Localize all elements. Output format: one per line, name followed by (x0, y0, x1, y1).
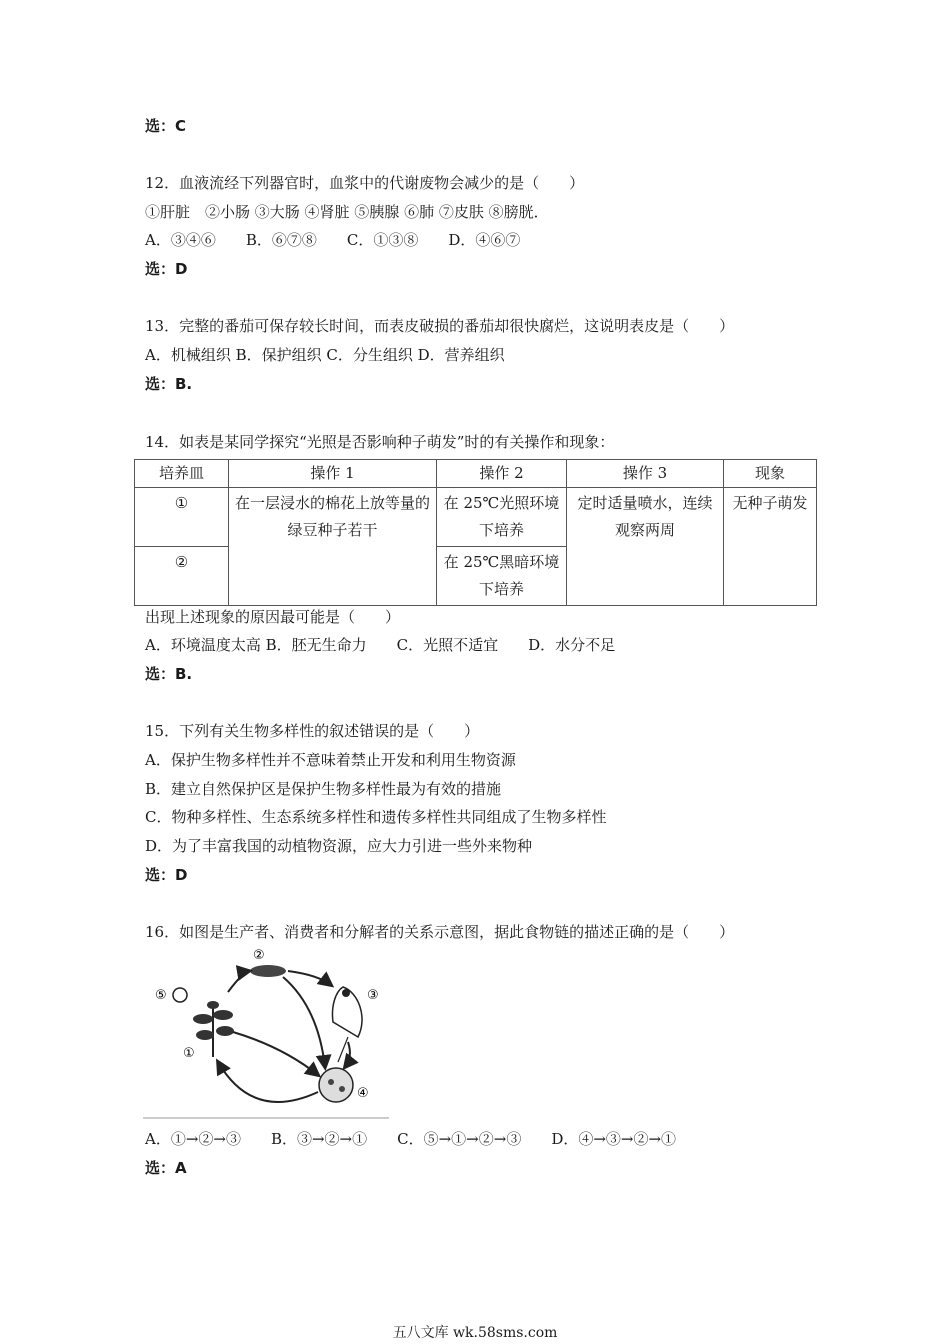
q16-options: A．①→②→③ B．③→②→① C．⑤→①→②→③ D．④→③→②→① (145, 1130, 677, 1148)
q12-items: ①肝脏 ②小肠 ③大肠 ④肾脏 ⑤胰腺 ⑥肺 ⑦皮肤 ⑧膀胱． (145, 203, 549, 221)
q14-followup: 出现上述现象的原因最可能是（ ） (145, 608, 401, 626)
diagram-label-5: ⑤ (155, 988, 167, 1003)
q14-options: A．环境温度太高 B．胚无生命力 C．光照不适宜 D．水分不足 (145, 636, 616, 654)
op1-cell: 在一层浸水的棉花上放等量的绿豆种子若干 (229, 488, 437, 606)
answer-q16: 选：A (145, 1159, 187, 1177)
q13-options: A．机械组织 B．保护组织 C．分生组织 D．营养组织 (145, 346, 505, 364)
decomposer-dish-icon (319, 1068, 353, 1102)
q15-stem: 15．下列有关生物多样性的叙述错误的是（ ） (145, 722, 480, 740)
answer-q14: 选：B. (145, 665, 193, 683)
q15-option-b: B．建立自然保护区是保护生物多样性最为有效的措施 (145, 780, 502, 798)
dish-2: ② (135, 547, 229, 606)
table-header-phenomenon: 现象 (724, 460, 817, 488)
q12-stem: 12．血液流经下列器官时，血浆中的代谢废物会减少的是（ ） (145, 174, 585, 192)
op2-dark-cell: 在 25℃黑暗环境下培养 (437, 547, 567, 606)
diagram-label-2: ② (253, 948, 265, 963)
table-row (135, 488, 817, 547)
bird-icon (332, 987, 362, 1062)
table-header-op1: 操作 1 (229, 460, 437, 488)
table-header-row (135, 460, 817, 488)
answer-q15: 选：D (145, 866, 188, 884)
caterpillar-icon (250, 965, 286, 977)
table-header-dish: 培养皿 (135, 460, 229, 488)
sun-icon (173, 988, 187, 1002)
diagram-label-1: ① (183, 1046, 195, 1061)
diagram-label-4: ④ (357, 1086, 369, 1101)
q15-option-d: D．为了丰富我国的动植物资源，应大力引进一些外来物种 (145, 837, 533, 855)
q15-option-c: C．物种多样性、生态系统多样性和遗传多样性共同组成了生物多样性 (145, 808, 607, 826)
diagram-label-3: ③ (367, 988, 379, 1003)
q14-stem: 14．如表是某同学探究“光照是否影响种子萌发”时的有关操作和现象： (145, 433, 615, 451)
footer-watermark: 五八文库 wk.58sms.com (392, 1325, 558, 1341)
answer-q11: 选：C (145, 117, 187, 135)
q13-stem: 13．完整的番茄可保存较长时间，而表皮破损的番茄却很快腐烂，这说明表皮是（ ） (145, 317, 735, 335)
q12-options: A．③④⑥ B．⑥⑦⑧ C．①③⑧ D．④⑥⑦ (145, 231, 521, 249)
op2-light-cell: 在 25℃光照环境下培养 (437, 488, 567, 547)
q16-stem: 16．如图是生产者、消费者和分解者的关系示意图，据此食物链的描述正确的是（ ） (145, 923, 735, 941)
answer-q12: 选：D (145, 260, 188, 278)
experiment-table (134, 459, 817, 606)
dish-1: ① (135, 488, 229, 547)
table-header-op3: 操作 3 (567, 460, 724, 488)
phenomenon-cell: 无种子萌发 (724, 488, 817, 606)
op3-cell: 定时适量喷水，连续观察两周 (567, 488, 724, 606)
plant-icon (193, 1001, 234, 1057)
answer-q13: 选：B. (145, 375, 193, 393)
q15-option-a: A．保护生物多样性并不意味着禁止开发和利用生物资源 (145, 751, 516, 769)
ecosystem-diagram (143, 947, 389, 1119)
table-header-op2: 操作 2 (437, 460, 567, 488)
